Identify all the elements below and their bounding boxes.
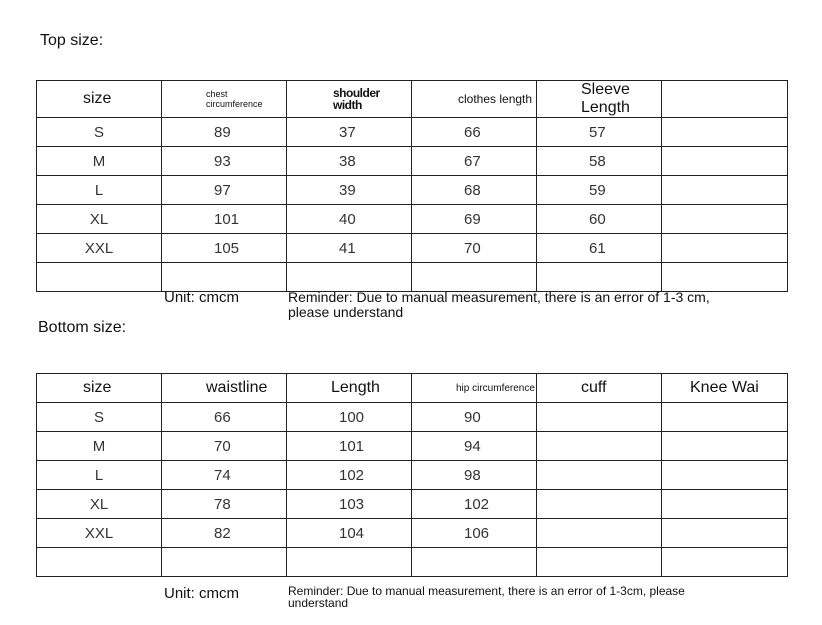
table-cell bbox=[662, 403, 788, 432]
header-cell: hip circumference bbox=[412, 374, 537, 403]
table-cell: XL bbox=[37, 205, 162, 234]
header-cell: Length bbox=[287, 374, 412, 403]
table-cell bbox=[662, 490, 788, 519]
table-cell: S bbox=[37, 403, 162, 432]
table-cell: 70 bbox=[162, 432, 287, 461]
table-cell: 102 bbox=[412, 490, 537, 519]
table-cell bbox=[662, 205, 788, 234]
top-size-table bbox=[36, 80, 788, 292]
header-cell: shoulder width bbox=[287, 81, 412, 118]
header-cell: waistline bbox=[162, 374, 287, 403]
table-cell: 78 bbox=[162, 490, 287, 519]
table-row bbox=[37, 490, 788, 519]
table-cell bbox=[537, 461, 662, 490]
table-cell bbox=[37, 263, 162, 292]
top-size-title: Top size: bbox=[40, 32, 104, 49]
table-cell bbox=[287, 263, 412, 292]
table-row bbox=[37, 147, 788, 176]
table-cell: L bbox=[37, 176, 162, 205]
table-cell: 70 bbox=[412, 234, 537, 263]
table-cell: 102 bbox=[287, 461, 412, 490]
table-cell: 41 bbox=[287, 234, 412, 263]
table-cell: 101 bbox=[162, 205, 287, 234]
table-cell bbox=[287, 548, 412, 577]
table-cell bbox=[662, 234, 788, 263]
top-reminder-note: Reminder: Due to manual measurement, there is an error of 1-3 cm, please understand bbox=[288, 289, 710, 320]
header-cell: clothes length bbox=[412, 81, 537, 118]
table-cell: M bbox=[37, 147, 162, 176]
table-cell: 59 bbox=[537, 176, 662, 205]
table-row bbox=[37, 263, 788, 292]
bottom-unit-label: Unit: cmcm bbox=[164, 585, 239, 602]
table-row bbox=[37, 432, 788, 461]
table-cell: 66 bbox=[162, 403, 287, 432]
table-cell bbox=[662, 147, 788, 176]
table-cell: 60 bbox=[537, 205, 662, 234]
bottom-size-title: Bottom size: bbox=[38, 319, 127, 336]
table-row bbox=[37, 461, 788, 490]
header-cell: size bbox=[37, 81, 162, 118]
table-header-row bbox=[37, 374, 788, 403]
table-cell: 103 bbox=[287, 490, 412, 519]
table-cell bbox=[662, 461, 788, 490]
table-cell: 74 bbox=[162, 461, 287, 490]
table-cell bbox=[662, 519, 788, 548]
table-cell bbox=[662, 263, 788, 292]
table-row bbox=[37, 205, 788, 234]
table-cell: L bbox=[37, 461, 162, 490]
table-cell: 37 bbox=[287, 118, 412, 147]
table-cell: 58 bbox=[537, 147, 662, 176]
table-cell: 106 bbox=[412, 519, 537, 548]
header-cell: Knee Wai bbox=[662, 374, 788, 403]
table-cell: 100 bbox=[287, 403, 412, 432]
table-cell: 104 bbox=[287, 519, 412, 548]
table-cell: M bbox=[37, 432, 162, 461]
table-cell: XXL bbox=[37, 519, 162, 548]
table-cell: 66 bbox=[412, 118, 537, 147]
table-cell: 57 bbox=[537, 118, 662, 147]
table-cell: 67 bbox=[412, 147, 537, 176]
bottom-reminder-note: Reminder: Due to manual measurement, there is an error of 1-3cm, please understand bbox=[288, 584, 685, 610]
header-cell: Sleeve Length bbox=[537, 81, 662, 118]
table-cell bbox=[162, 548, 287, 577]
table-cell bbox=[412, 263, 537, 292]
table-row bbox=[37, 548, 788, 577]
table-cell: 39 bbox=[287, 176, 412, 205]
table-cell: 82 bbox=[162, 519, 287, 548]
table-cell bbox=[537, 263, 662, 292]
header-cell: cuff bbox=[537, 374, 662, 403]
header-cell bbox=[662, 81, 788, 118]
table-cell bbox=[662, 176, 788, 205]
table-cell bbox=[537, 519, 662, 548]
table-cell: 94 bbox=[412, 432, 537, 461]
table-cell: 68 bbox=[412, 176, 537, 205]
table-header-row bbox=[37, 81, 788, 118]
table-cell: 101 bbox=[287, 432, 412, 461]
table-row bbox=[37, 234, 788, 263]
table-cell: 89 bbox=[162, 118, 287, 147]
table-cell bbox=[537, 403, 662, 432]
table-cell: 90 bbox=[412, 403, 537, 432]
table-cell bbox=[537, 548, 662, 577]
table-cell bbox=[412, 548, 537, 577]
table-cell: 93 bbox=[162, 147, 287, 176]
table-cell bbox=[162, 263, 287, 292]
table-cell bbox=[537, 432, 662, 461]
top-unit-label: Unit: cmcm bbox=[164, 289, 239, 306]
table-cell bbox=[37, 548, 162, 577]
table-cell: 98 bbox=[412, 461, 537, 490]
table-cell bbox=[537, 490, 662, 519]
header-cell: size bbox=[37, 374, 162, 403]
table-cell: 40 bbox=[287, 205, 412, 234]
table-cell: 97 bbox=[162, 176, 287, 205]
header-cell: chest circumference bbox=[162, 81, 287, 118]
table-cell: 61 bbox=[537, 234, 662, 263]
table-cell: S bbox=[37, 118, 162, 147]
table-row bbox=[37, 176, 788, 205]
table-cell: 69 bbox=[412, 205, 537, 234]
table-row bbox=[37, 403, 788, 432]
table-cell: XXL bbox=[37, 234, 162, 263]
bottom-size-table bbox=[36, 373, 788, 577]
table-cell bbox=[662, 548, 788, 577]
table-cell: XL bbox=[37, 490, 162, 519]
table-row bbox=[37, 519, 788, 548]
table-cell bbox=[662, 432, 788, 461]
table-cell: 105 bbox=[162, 234, 287, 263]
table-row bbox=[37, 118, 788, 147]
table-cell bbox=[662, 118, 788, 147]
table-cell: 38 bbox=[287, 147, 412, 176]
